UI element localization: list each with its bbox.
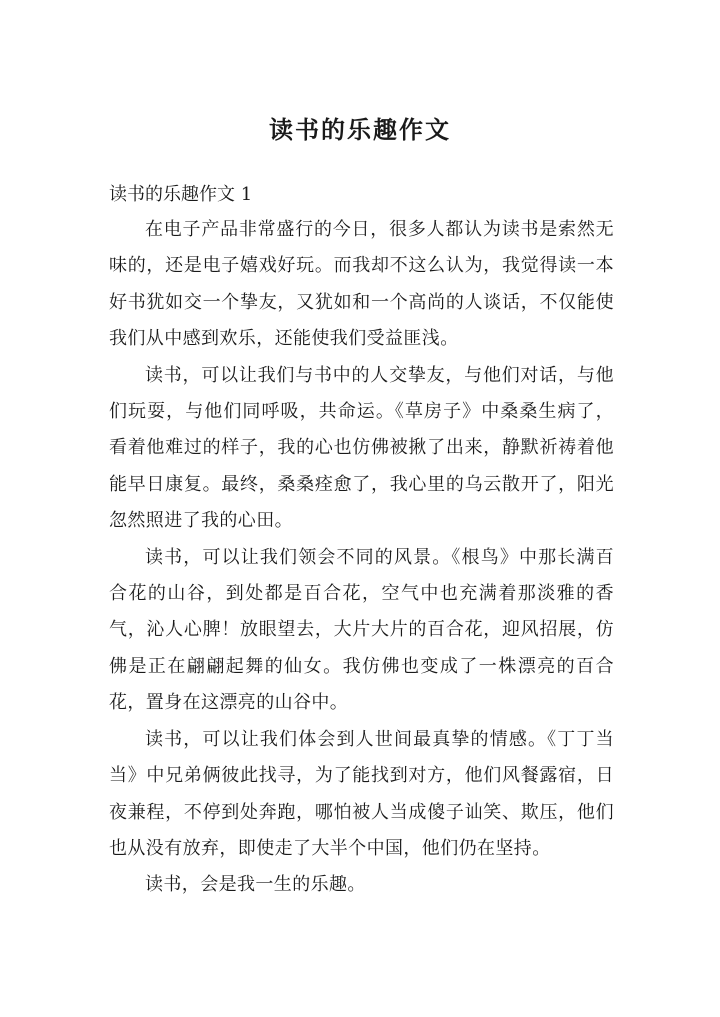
- paragraph-3: 读书，可以让我们领会不同的风景。《根鸟》中那长满百合花的山谷，到处都是百合花，空气中也充满着那淡雅的香气，沁人心脾！放眼望去，大片大片的百合花，迎风招展，仿佛是正在翩翩起舞的仙女。我仿佛也变成了一株漂亮的百合花，置身在这漂亮的山谷中。: [109, 546, 614, 714]
- essay-body: [109, 212, 614, 904]
- page-title: 读书的乐趣作文: [269, 115, 451, 144]
- paragraph-5: 读书，会是我一生的乐趣。: [145, 874, 366, 896]
- paragraph-4: 读书，可以让我们体会到人世间最真挚的情感。《丁丁当当》中兄弟俩彼此找寻，为了能找到对方，他们风餐露宿，日夜兼程，不停到处奔跑，哪怕被人当成傻子讪笑、欺压，他们也从没有放弃，即使走了大半个中国，他们仍在坚持。: [109, 728, 614, 859]
- paragraph-1: 在电子产品非常盛行的今日，很多人都认为读书是索然无味的，还是电子嬉戏好玩。而我却不这么认为，我觉得读一本好书犹如交一个挚友，又犹如和一个高尚的人谈话，不仅能使我们从中感到欢乐，还能使我们受益匪浅。: [109, 219, 614, 350]
- paragraph-2: 读书，可以让我们与书中的人交挚友，与他们对话，与他们玩耍，与他们同呼吸，共命运。《草房子》中桑桑生病了，看着他难过的样子，我的心也仿佛被揪了出来，静默祈祷着他能早日康复。最终，桑桑痊愈了，我心里的乌云散开了，阳光忽然照进了我的心田。: [109, 364, 614, 532]
- section-heading: 读书的乐趣作文 1: [109, 184, 253, 205]
